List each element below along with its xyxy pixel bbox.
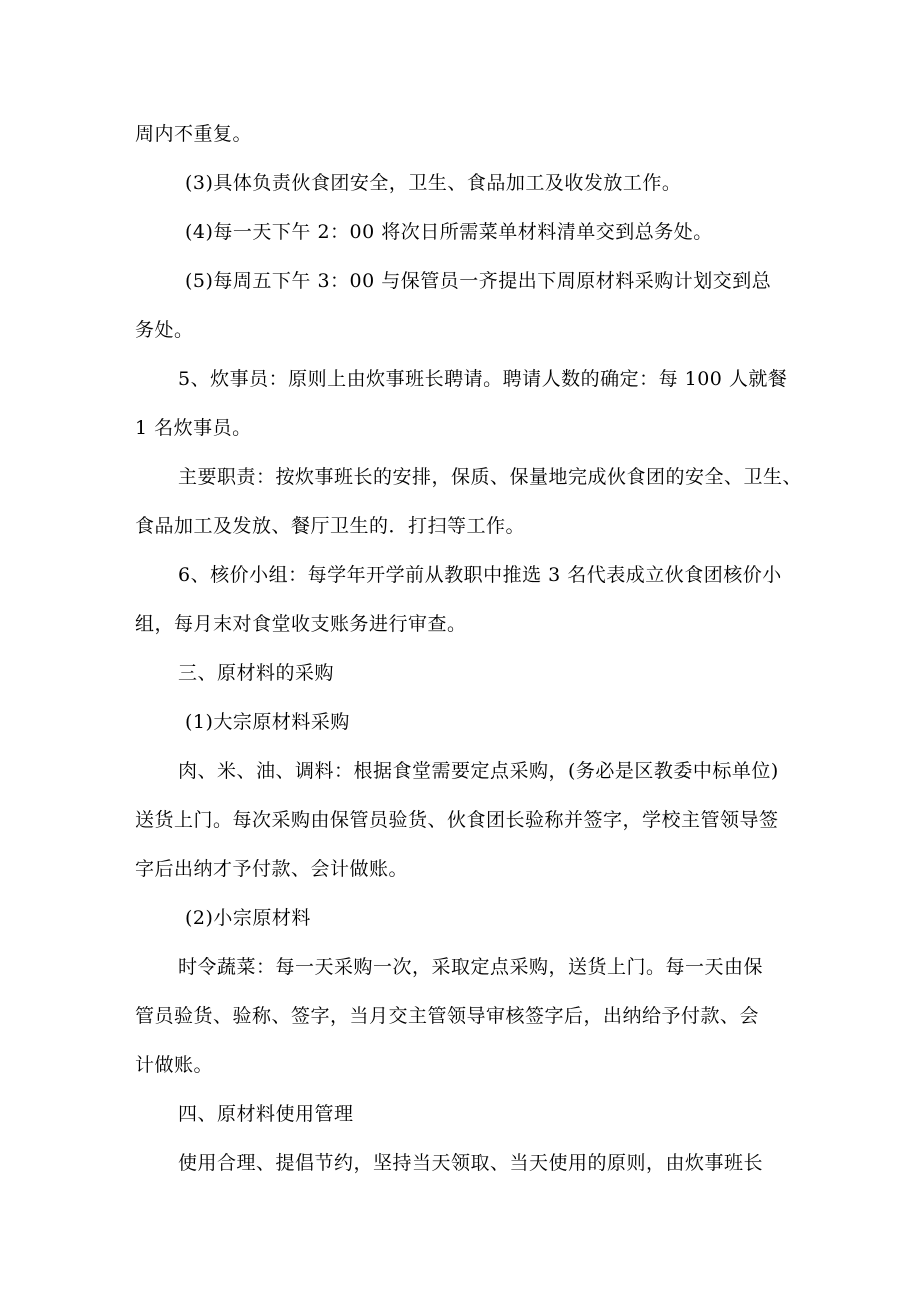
- section-heading: 三、原材料的采购: [178, 662, 335, 684]
- sub-heading: (1)大宗原材料采购: [185, 711, 350, 733]
- paragraph-line: 食品加工及发放、餐厅卫生的．打扫等工作。: [135, 515, 526, 537]
- paragraph-line: 5、炊事员：原则上由炊事班长聘请。聘请人数的确定：每 100 人就餐: [178, 368, 788, 390]
- paragraph-line: 主要职责：按炊事班长的安排，保质、保量地完成伙食团的安全、卫生、: [178, 466, 803, 488]
- paragraph-line: 周内不重复。: [135, 123, 253, 145]
- section-heading: 四、原材料使用管理: [178, 1103, 354, 1125]
- paragraph-line: (4)每一天下午 2：00 将次日所需菜单材料清单交到总务处。: [185, 221, 713, 243]
- paragraph-line: (3)具体负责伙食团安全，卫生、食品加工及收发放工作。: [185, 172, 682, 194]
- paragraph-line: 1 名炊事员。: [135, 417, 252, 439]
- paragraph-line: 使用合理、提倡节约，坚持当天领取、当天使用的原则，由炊事班长: [178, 1152, 764, 1174]
- paragraph-line: 管员验货、验称、签字，当月交主管领导审核签字后，出纳给予付款、会: [135, 1005, 760, 1027]
- paragraph-line: 组，每月末对食堂收支账务进行审查。: [135, 613, 467, 635]
- paragraph-line: 计做账。: [135, 1054, 214, 1076]
- sub-heading: (2)小宗原材料: [185, 907, 311, 929]
- paragraph-line: 务处。: [135, 319, 194, 341]
- paragraph-line: 送货上门。每次采购由保管员验货、伙食团长验称并签字，学校主管领导签: [135, 809, 779, 831]
- paragraph-line: 字后出纳才予付款、会计做账。: [135, 858, 409, 880]
- paragraph-line: 6、核价小组：每学年开学前从教职中推选 3 名代表成立伙食团核价小: [178, 564, 782, 586]
- paragraph-line: 时令蔬菜：每一天采购一次，采取定点采购，送货上门。每一天由保: [178, 956, 764, 978]
- paragraph-line: (5)每周五下午 3：00 与保管员一齐提出下周原材料采购计划交到总: [185, 270, 772, 292]
- paragraph-line: 肉、米、油、调料：根据食堂需要定点采购，(务必是区教委中标单位): [178, 760, 779, 782]
